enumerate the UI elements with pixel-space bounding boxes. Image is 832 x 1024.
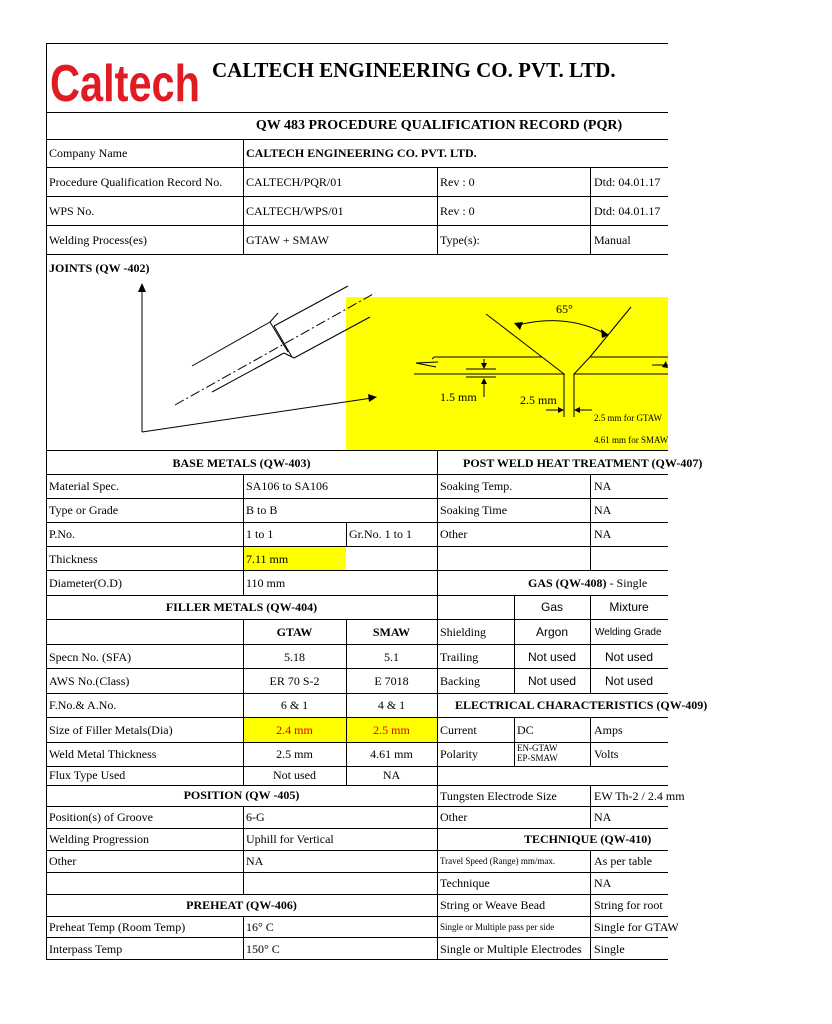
rule xyxy=(590,474,591,570)
rule xyxy=(243,806,244,894)
rule xyxy=(46,450,668,451)
progression-value: Uphill for Vertical xyxy=(246,832,334,846)
backing-mixture: Not used xyxy=(604,674,654,688)
diameter-value: 110 mm xyxy=(246,576,286,590)
rule xyxy=(46,828,668,829)
rule xyxy=(46,916,668,917)
electrodes-value: Single xyxy=(594,942,625,956)
rule xyxy=(46,546,668,547)
groove-value: 6-G xyxy=(246,810,265,824)
rule xyxy=(46,806,668,807)
type-label: Type(s): xyxy=(440,233,480,247)
filler-col-smaw: SMAW xyxy=(372,625,411,639)
sfa-smaw: 5.1 xyxy=(384,650,399,664)
gas-col-mixture: Mixture xyxy=(609,600,649,614)
rule xyxy=(46,522,668,523)
fno-smaw: 4 & 1 xyxy=(377,698,406,712)
current-label: Current xyxy=(440,723,477,737)
rule xyxy=(46,139,668,140)
sfa-gtaw: 5.18 xyxy=(284,650,305,664)
pwht-title: POST WELD HEAT TREATMENT (QW-407) xyxy=(463,456,703,470)
pqr-value: CALTECH/PQR/01 xyxy=(246,175,343,189)
tungsten-label: Tungsten Electrode Size xyxy=(440,789,557,803)
soak-temp-value: NA xyxy=(594,479,612,493)
material-value: SA106 to SA106 xyxy=(246,479,329,493)
flux-gtaw: Not used xyxy=(273,768,316,782)
size-gtaw: 2.4 mm xyxy=(276,723,313,737)
rule xyxy=(46,717,668,718)
pqr-label: Procedure Qualification Record No. xyxy=(49,175,223,189)
rule xyxy=(590,167,591,254)
pipe-joint-sketch xyxy=(120,280,380,440)
rule xyxy=(46,742,668,743)
aws-label: AWS No.(Class) xyxy=(49,674,130,688)
flux-label: Flux Type Used xyxy=(49,768,126,782)
rule xyxy=(46,872,668,873)
rule xyxy=(46,167,668,168)
rule xyxy=(243,139,244,254)
gas-title xyxy=(528,576,647,590)
rule xyxy=(590,785,591,828)
rule xyxy=(46,619,668,620)
electrodes-label: Single or Multiple Electrodes xyxy=(440,942,582,956)
groove-detail-sketch xyxy=(346,297,668,450)
shielding-label: Shielding xyxy=(440,625,487,639)
wps-date: Dtd: 04.01.17 xyxy=(594,204,661,218)
rule xyxy=(437,450,438,960)
angle-label: 65° xyxy=(556,302,573,316)
rule xyxy=(46,254,668,255)
fno-label: F.No.& A.No. xyxy=(49,698,117,712)
gas-title-text: GAS (QW-408) xyxy=(528,576,607,590)
electrical-other-value: NA xyxy=(594,810,612,824)
groove-label: Position(s) of Groove xyxy=(49,810,153,824)
rule xyxy=(46,498,668,499)
pwht-other-value: NA xyxy=(594,527,612,541)
rule xyxy=(346,522,347,546)
rule xyxy=(243,916,244,960)
weld-thickness-gtaw: 2.5 mm xyxy=(276,747,313,761)
filler-title: FILLER METALS (QW-404) xyxy=(165,600,318,614)
interpass-label: Interpass Temp xyxy=(49,942,123,956)
rule xyxy=(46,668,668,669)
preheat-title: PREHEAT (QW-406) xyxy=(186,898,297,912)
travel-speed-value: As per table xyxy=(594,854,652,868)
polarity-line-1: EN-GTAW xyxy=(517,743,558,753)
process-label: Welding Process(es) xyxy=(49,233,148,247)
weld-thickness-label: Weld Metal Thickness xyxy=(49,747,157,761)
technique-title: TECHNIQUE (QW-410) xyxy=(524,832,652,846)
backing-gas: Not used xyxy=(527,674,577,688)
current-value: DC xyxy=(517,723,534,737)
gas-col-gas: Gas xyxy=(540,600,563,614)
electrical-other-label: Other xyxy=(440,810,468,824)
filler-col-gtaw: GTAW xyxy=(276,625,313,639)
pwht-other-label: Other xyxy=(440,527,468,541)
root-face-label: 1.5 mm xyxy=(440,390,477,404)
gas-title-suffix: - Single xyxy=(606,576,648,590)
diameter-label: Diameter(O.D) xyxy=(49,576,122,590)
process-value: GTAW + SMAW xyxy=(246,233,329,247)
string-label: String or Weave Bead xyxy=(440,898,546,912)
company-label: Company Name xyxy=(49,146,128,160)
rule xyxy=(514,717,515,766)
trailing-gas: Not used xyxy=(527,650,577,664)
progression-label: Welding Progression xyxy=(49,832,150,846)
company-value: CALTECH ENGINEERING CO. PVT. LTD. xyxy=(246,146,477,160)
caltech-logo xyxy=(48,46,204,113)
sfa-label: Specn No. (SFA) xyxy=(49,650,132,664)
flux-smaw: NA xyxy=(382,768,401,782)
pno-value: 1 to 1 xyxy=(246,527,274,541)
rule xyxy=(46,766,668,767)
wps-label: WPS No. xyxy=(49,204,95,218)
thickness-label: Thickness xyxy=(49,552,98,566)
soak-time-label: Soaking Time xyxy=(440,503,508,517)
shielding-gas: Argon xyxy=(535,625,569,639)
base-metals-title: BASE METALS (QW-403) xyxy=(172,456,311,470)
weld-thickness-smaw: 4.61 mm xyxy=(370,747,413,761)
rule xyxy=(46,850,668,851)
electrical-title: ELECTRICAL CHARACTERISTICS (QW-409) xyxy=(455,698,708,712)
amps-label: Amps xyxy=(594,723,623,737)
travel-speed-label: Travel Speed (Range) mm/max. xyxy=(440,856,556,866)
material-label: Material Spec. xyxy=(49,479,119,493)
pno-label: P.No. xyxy=(49,527,76,541)
rule xyxy=(46,693,668,694)
preheat-label: Preheat Temp (Room Temp) xyxy=(49,920,186,934)
company-title: CALTECH ENGINEERING CO. PVT. LTD. xyxy=(212,58,616,82)
soak-time-value: NA xyxy=(594,503,612,517)
rule xyxy=(46,474,668,475)
svg-text:Caltech: Caltech xyxy=(50,55,200,113)
rule xyxy=(243,474,244,595)
rule xyxy=(46,196,668,197)
smaw-thickness-note: 4.61 mm for SMAW xyxy=(594,435,669,445)
position-other-value: NA xyxy=(246,854,264,868)
rule xyxy=(46,225,668,226)
rule xyxy=(46,959,668,960)
pqr-rev: Rev : 0 xyxy=(440,175,475,189)
rule xyxy=(590,850,591,960)
aws-gtaw: ER 70 S-2 xyxy=(269,674,320,688)
preheat-value: 16° C xyxy=(246,920,274,934)
rule xyxy=(46,644,668,645)
grade-label: Type or Grade xyxy=(49,503,119,517)
polarity-line-2: EP-SMAW xyxy=(517,753,558,763)
rule xyxy=(46,894,668,895)
position-title: POSITION (QW -405) xyxy=(183,788,300,802)
grade-value: B to B xyxy=(246,503,278,517)
size-label: Size of Filler Metals(Dia) xyxy=(49,723,173,737)
backing-label: Backing xyxy=(440,674,480,688)
rule xyxy=(46,937,668,938)
rule xyxy=(437,167,438,254)
pass-label: Single or Multiple pass per side xyxy=(440,922,555,932)
root-gap-label: 2.5 mm xyxy=(520,393,557,407)
position-other-label: Other xyxy=(49,854,77,868)
trailing-label: Trailing xyxy=(440,650,479,664)
gtaw-thickness-note: 2.5 mm for GTAW xyxy=(594,413,663,423)
tungsten-value: EW Th-2 / 2.4 mm xyxy=(594,789,685,803)
wps-value: CALTECH/WPS/01 xyxy=(246,204,344,218)
grno-value: Gr.No. 1 to 1 xyxy=(349,527,412,541)
shielding-mixture: Welding Grade xyxy=(595,627,662,638)
rule xyxy=(590,717,591,766)
soak-temp-label: Soaking Temp. xyxy=(440,479,513,493)
fno-gtaw: 6 & 1 xyxy=(280,698,309,712)
rule xyxy=(46,570,668,571)
pass-value: Single for GTAW xyxy=(594,920,679,934)
thickness-value: 7.11 mm xyxy=(246,552,289,566)
trailing-mixture: Not used xyxy=(604,650,654,664)
rule xyxy=(46,785,668,786)
size-smaw: 2.5 mm xyxy=(373,723,410,737)
pqr-date: Dtd: 04.01.17 xyxy=(594,175,661,189)
type-value: Manual xyxy=(594,233,631,247)
record-title: QW 483 PROCEDURE QUALIFICATION RECORD (PQR) xyxy=(255,118,623,133)
aws-smaw: E 7018 xyxy=(374,674,409,688)
volts-label: Volts xyxy=(594,747,619,761)
polarity-label: Polarity xyxy=(440,747,478,761)
rule xyxy=(46,43,668,44)
wps-rev: Rev : 0 xyxy=(440,204,475,218)
technique-value: NA xyxy=(594,876,612,890)
string-value: String for root xyxy=(594,898,663,912)
rule xyxy=(46,43,47,960)
interpass-value: 150° C xyxy=(246,942,280,956)
joints-title: JOINTS (QW -402) xyxy=(49,261,150,275)
technique-label: Technique xyxy=(440,876,490,890)
rule xyxy=(46,595,668,596)
